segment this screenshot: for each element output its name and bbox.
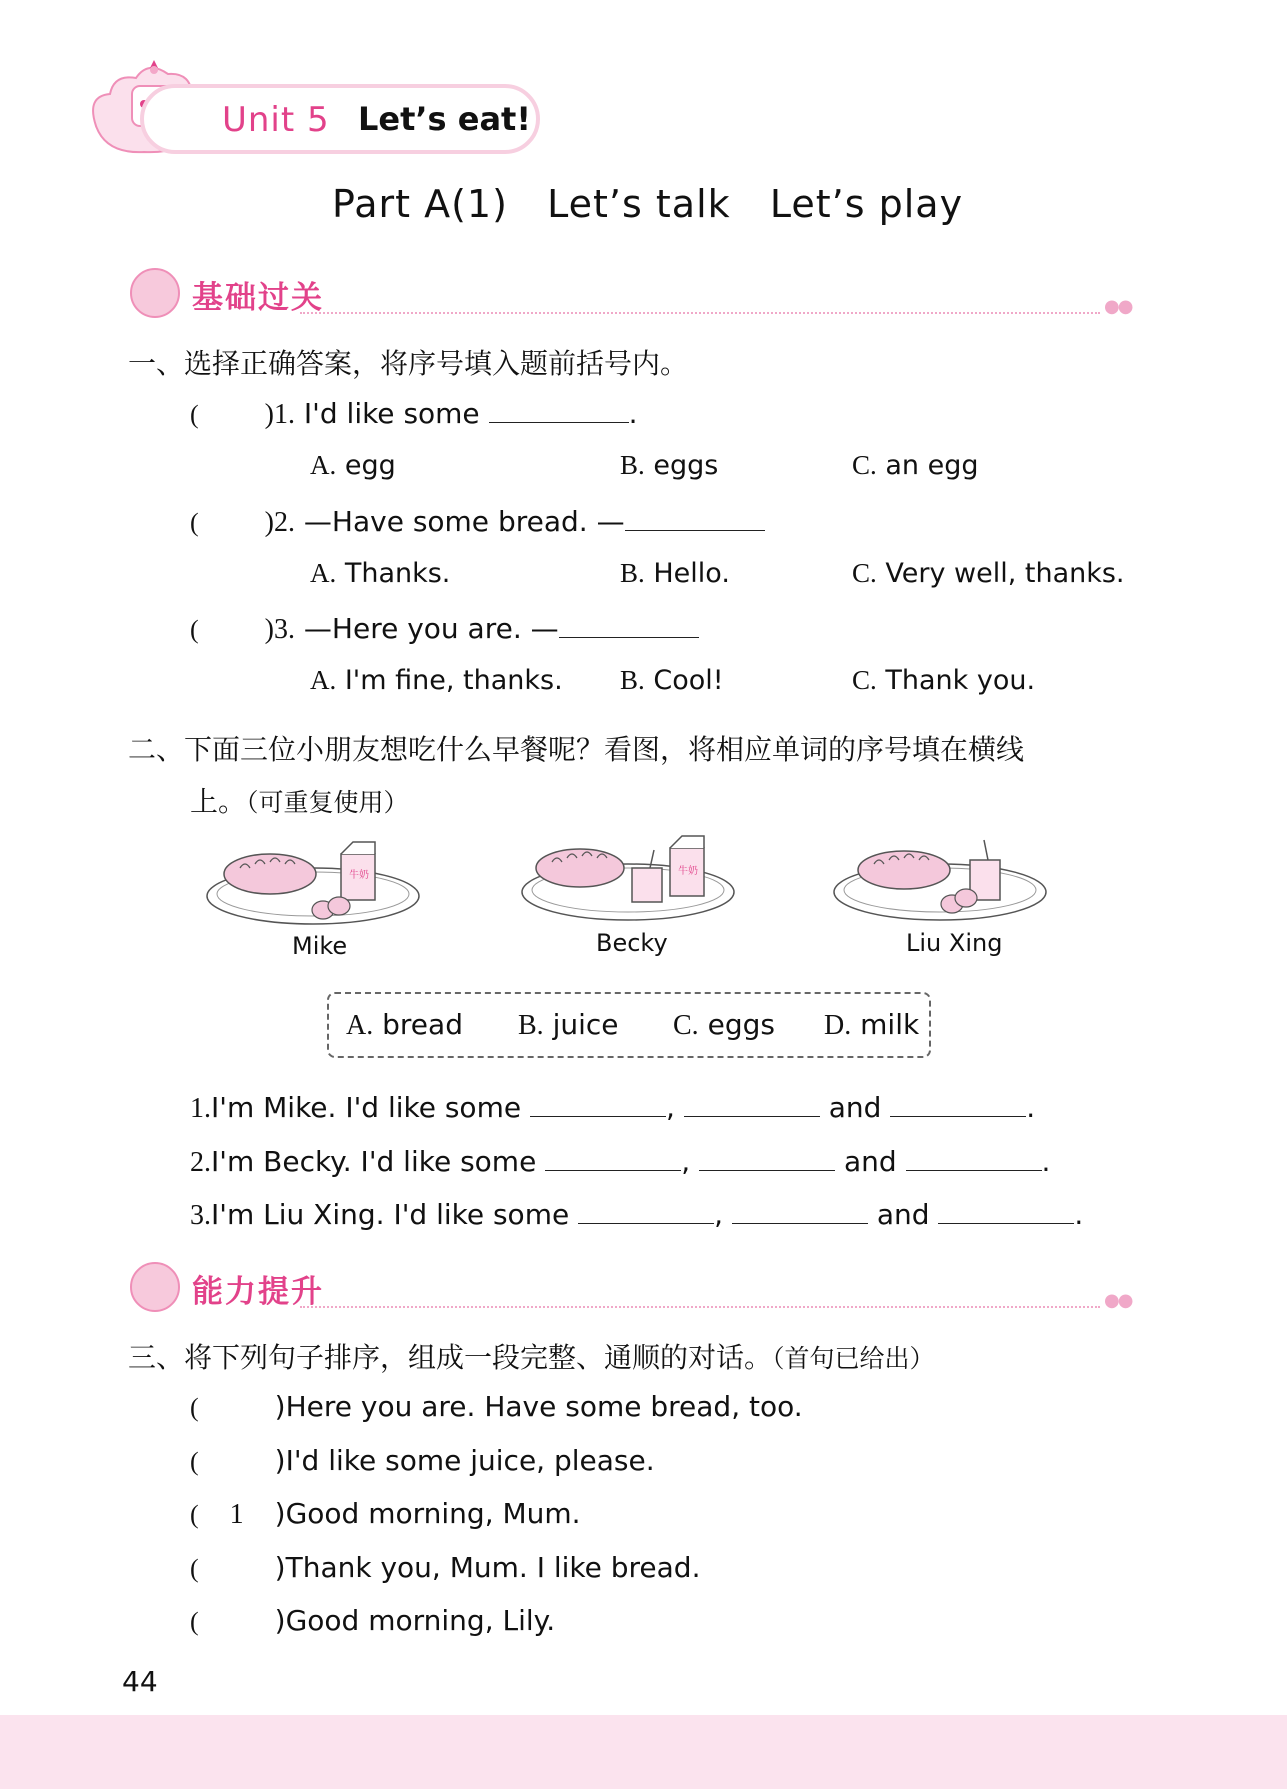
option-c: C. an egg — [852, 450, 979, 481]
order-item: ( )Here you are. Have some bread, too. — [190, 1390, 803, 1423]
fill-sentence: 1.I'm Mike. I'd like some , and . — [190, 1091, 1036, 1124]
section-mascot-icon — [130, 1262, 180, 1312]
question-stem: —Have some bread. — — [303, 505, 625, 538]
section-mascot-icon — [130, 268, 180, 318]
question-stem: I'd like some — [303, 397, 480, 430]
section-title: 基础过关 — [192, 280, 324, 316]
answer-blank[interactable] — [699, 1144, 835, 1171]
option-b: B. Cool! — [620, 665, 724, 696]
question-item: ( )2. —Have some bread. — — [190, 504, 765, 539]
question-stem: —Here you are. — — [303, 612, 559, 645]
order-item: ( )I'd like some juice, please. — [190, 1444, 655, 1477]
milk-carton-label: 牛奶 — [678, 866, 698, 877]
order-item: ( )Good morning, Lily. — [190, 1604, 556, 1637]
answer-blank[interactable] — [732, 1197, 868, 1224]
milk-carton-label: 牛奶 — [349, 870, 369, 881]
unit-title: Let’s eat! — [358, 100, 531, 138]
option-c: C. Very well, thanks. — [852, 558, 1125, 589]
q2-instruction: 二、下面三位小朋友想吃什么早餐呢？看图，将相应单词的序号填在横线 — [128, 733, 1025, 766]
section-divider — [300, 1306, 1100, 1308]
word-option-b: B. juice — [518, 1008, 619, 1041]
q1-instruction: 一、选择正确答案，将序号填入题前括号内。 — [128, 347, 689, 380]
option-a: A. I'm fine, thanks. — [310, 665, 563, 696]
answer-blank[interactable] — [625, 504, 765, 531]
option-b: B. eggs — [620, 450, 719, 481]
question-item: ( )1. I'd like some . — [190, 397, 638, 430]
word-option-d: D. milk — [824, 1008, 920, 1041]
q3-instruction: 三、将下列句子排序，组成一段完整、通顺的对话。（首句已给出） — [128, 1341, 935, 1374]
answer-blank[interactable] — [684, 1090, 820, 1117]
option-a: A. egg — [310, 450, 396, 481]
word-option-a: A. bread — [346, 1008, 463, 1041]
q2-instruction-line2: 上。（可重复使用） — [190, 785, 409, 818]
unit-label: Unit 5 — [222, 100, 330, 140]
footer-band — [0, 1715, 1287, 1789]
section-title: 能力提升 — [192, 1274, 324, 1310]
order-item: ( )Thank you, Mum. I like bread. — [190, 1551, 701, 1584]
answer-blank[interactable] — [938, 1197, 1074, 1224]
page-number: 44 — [122, 1665, 158, 1698]
answer-blank[interactable] — [890, 1090, 1026, 1117]
answer-blank[interactable] — [545, 1144, 681, 1171]
order-item: ( 1 )Good morning, Mum. — [190, 1497, 581, 1530]
word-option-c: C. eggs — [673, 1008, 775, 1041]
fill-sentence: 2.I'm Becky. I'd like some , and . — [190, 1145, 1051, 1178]
part-title: Part A(1) Let’s talk Let’s play — [332, 182, 964, 226]
answer-blank[interactable] — [530, 1090, 666, 1117]
breakfast-plate-liu-xing — [832, 834, 1057, 926]
option-b: B. Hello. — [620, 558, 730, 589]
name-becky: Becky — [596, 929, 668, 957]
breakfast-plate-mike — [205, 838, 430, 930]
fill-sentence: 3.I'm Liu Xing. I'd like some , and . — [190, 1198, 1084, 1231]
section-dots-icon: ●● — [1104, 296, 1132, 317]
order-answer-slot[interactable]: 1 — [229, 1499, 244, 1530]
answer-blank[interactable] — [559, 611, 699, 638]
option-c: C. Thank you. — [852, 665, 1036, 696]
breakfast-plate-becky — [520, 834, 745, 926]
answer-blank[interactable] — [906, 1144, 1042, 1171]
answer-blank[interactable] — [578, 1197, 714, 1224]
section-divider — [300, 312, 1100, 314]
answer-blank[interactable] — [489, 396, 629, 423]
section-dots-icon: ●● — [1104, 1290, 1132, 1311]
name-mike: Mike — [292, 932, 348, 960]
question-item: ( )3. —Here you are. — — [190, 611, 699, 646]
option-a: A. Thanks. — [310, 558, 451, 589]
name-liu-xing: Liu Xing — [906, 929, 1003, 957]
